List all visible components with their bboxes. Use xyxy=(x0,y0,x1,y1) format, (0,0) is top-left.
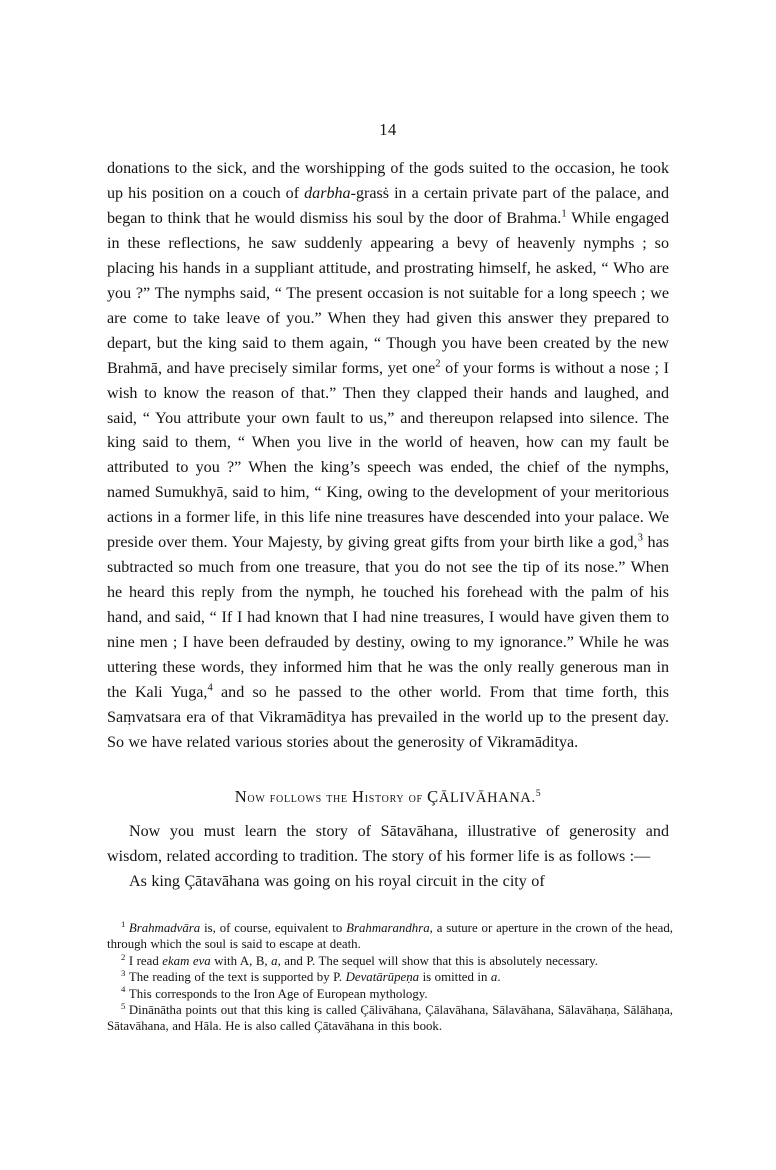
body-paragraph-2: Now you must learn the story of Sātavāhana, illustrative of generosity and wisdom, related according to tradition. The story of his former life is as follows :— xyxy=(107,822,669,865)
footnote-marker: 1 xyxy=(121,918,126,929)
footnote-1 xyxy=(107,920,673,953)
section-heading: Now follows the History of ÇĀLIVĀHANA.$^5$ xyxy=(234,786,542,806)
footnote-text: The reading of the text is supported by P. Devatārūpeṇa is omitted in a. xyxy=(128,970,501,985)
footnote-text: Brahmadvāra is, of course, equivalent to Brahmarandhra, a suture or aperture in the crown of the head, through which the soul is said to escape at death. xyxy=(107,921,673,952)
footnote-3 xyxy=(107,969,673,985)
footnote-marker: 2 xyxy=(121,951,126,962)
footnote-text: I read ekam eva with A, B, a, and P. The sequel will show that this is absolutely necessary. xyxy=(128,953,598,968)
footnote-text: This corresponds to the Iron Age of European mythology. xyxy=(128,986,428,1001)
footnote-marker: 4 xyxy=(121,984,126,995)
footnote-text: Dinānātha points out that this king is called Çālivāhana, Çālavāhana, Sālavāhana, Sālavāhaṇa, Sālāhaṇa, Sātavāhana, and Hāla. He is also called Çātavāhana in this book. xyxy=(107,1003,673,1034)
footnote-4 xyxy=(107,986,673,1002)
page-number: 14 xyxy=(379,120,397,139)
footnote-marker: 5 xyxy=(121,1000,126,1011)
body-text-block xyxy=(107,157,669,895)
footnote-marker: 3 xyxy=(121,967,126,978)
body-paragraph-3: As king Çātavāhana was going on his royal circuit in the city of xyxy=(129,872,545,890)
footnote-2 xyxy=(107,953,673,969)
body-paragraph-1: donations to the sick, and the worshipping of the gods suited to the occasion, he took up his position on a couch of darbha-grasṡ in a certain private part of the palace, and began to think that he would dismiss his soul by the door of Brahma.$^1$ While engaged in these reflections, he saw suddenly appearing a bevy of heavenly nymphs ; so placing his hands in a suppliant attitude, and prostrating himself, he asked, “ Who are you ?” The nymphs said, “ The present occasion is not suitable for a long speech ; we are come to take leave of you.” When they had given this answer they prepared to depart, but the king said to them again, “ Though you have been created by the new Brahmā, and have precisely similar forms, yet one$^2$ of your forms is without a nose ; I wish to know the reason of that.” Then they clapped their hands and laughed, and said, “ You attribute your own fault to us,” and thereupon relapsed into silence. The king said to them, “ When you live in the world of heaven, how can my fault be attributed to you ?” When the king’s speech was ended, the chief of the nymphs, named Sumukhyā, said to him, “ King, owing to the development of your meritorious actions in a former life, in this life nine treasures have descended into your palace. We preside over them. Your Majesty, by giving great gifts from your birth like a god,$^3$ has subtracted so much from one treasure, that you do not see the tip of its nose.” When he heard this reply from the nymph, he touched his forehead with the palm of his hand, and said, “ If I had known that I had nine treasures, I would have given them to nine men ; I have been defrauded by destiny, owing to my ignorance.” While he was uttering these words, they informed him that he was the only really generous man in the Kali Yuga,$^4$ and so he passed to the other world. From that time forth, this Saṃvatsara era of that Vikramāditya has prevailed in the world up to the present day. So we have related various stories about the generosity of Vikramāditya. xyxy=(107,160,669,751)
footnote-5 xyxy=(107,1002,673,1035)
footnote-block xyxy=(107,920,673,1035)
